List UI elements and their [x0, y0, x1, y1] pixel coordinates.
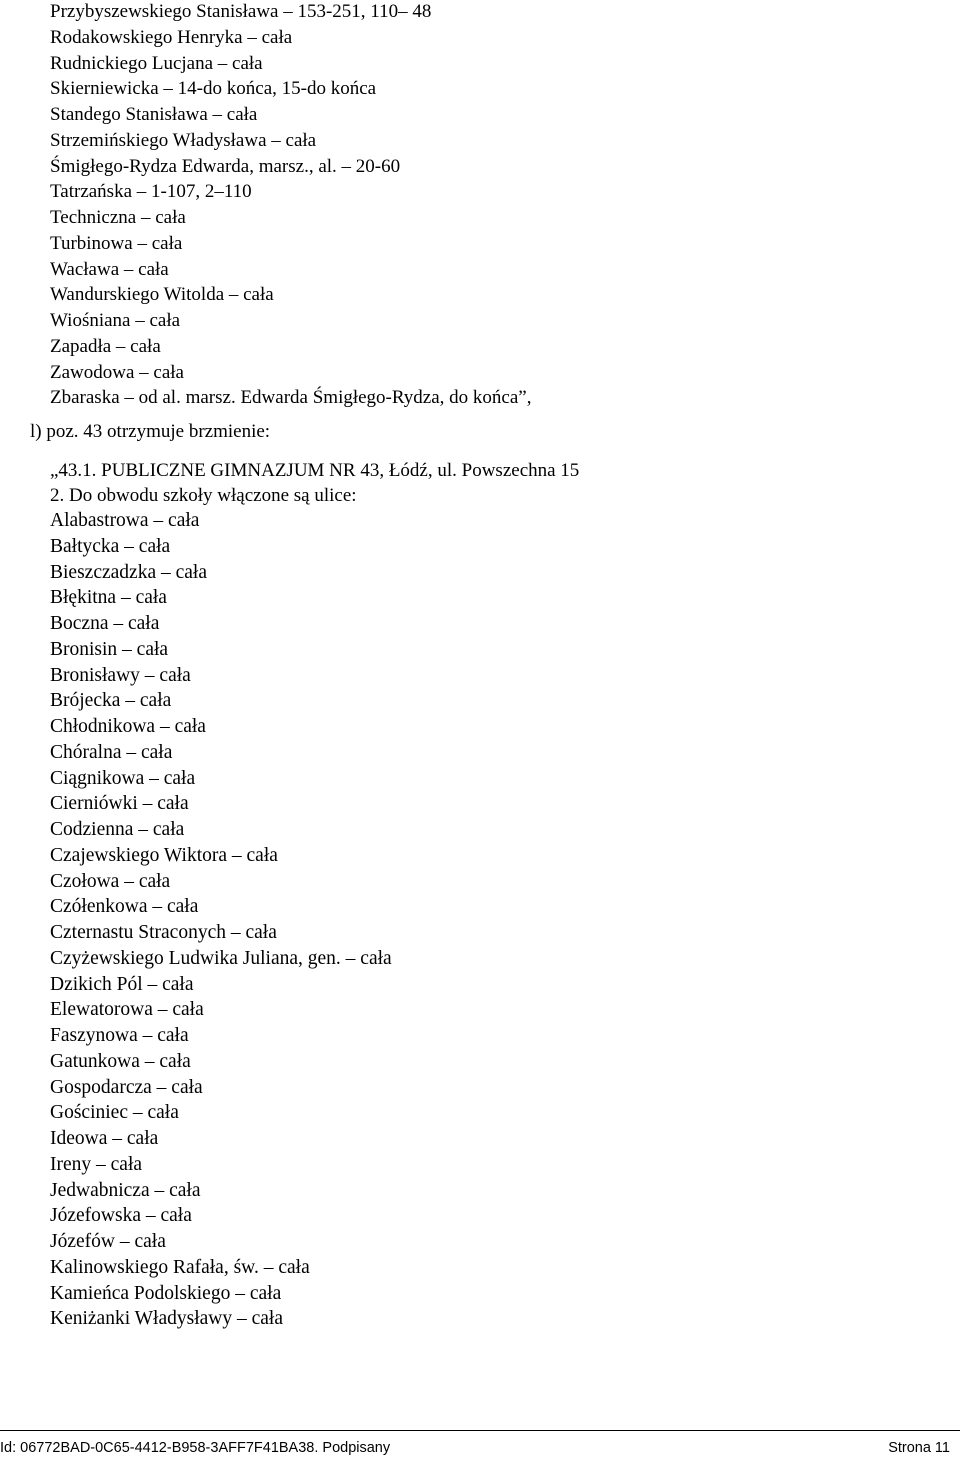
street-entry: Ciągnikowa – cała: [50, 767, 196, 789]
street-entry: Zapadła – cała: [50, 335, 161, 357]
document-id: Id: 06772BAD-0C65-4412-B958-3AFF7F41BA38. Podpisany: [0, 1440, 391, 1456]
street-entry: Rudnickiego Lucjana – cała: [50, 52, 263, 74]
street-entry: Keniżanki Władysławy – cała: [50, 1308, 284, 1330]
school-heading: „43.1. PUBLICZNE GIMNAZJUM NR 43, Łódź, ul. Powszechna 15: [50, 460, 580, 481]
street-list-top: [50, 0, 531, 411]
street-entry: Czajewskiego Wiktora – cała: [50, 844, 278, 866]
street-entry: Józefowska – cała: [50, 1205, 192, 1227]
street-entry: Gatunkowa – cała: [50, 1050, 191, 1072]
street-entry: Standego Stanisława – cała: [50, 104, 258, 125]
school-district-intro: 2. Do obwodu szkoły włączone są ulice:: [50, 485, 357, 506]
street-entry: Dzikich Pól – cała: [50, 973, 194, 995]
street-entry: Ideowa – cała: [50, 1128, 159, 1149]
street-entry: Faszynowa – cała: [50, 1025, 189, 1046]
street-entry: Turbinowa – cała: [50, 232, 183, 254]
street-entry: Strzemińskiego Władysława – cała: [50, 129, 317, 151]
street-entry: Wacława – cała: [50, 258, 169, 280]
street-entry: Bałtycka – cała: [50, 535, 171, 557]
street-entry: Brójecka – cała: [50, 690, 172, 712]
street-entry: Wiośniana – cała: [50, 310, 181, 331]
street-entry: Józefów – cała: [50, 1231, 166, 1252]
paragraph-l: l) poz. 43 otrzymuje brzmienie:: [30, 421, 271, 442]
street-entry: Gościniec – cała: [50, 1102, 179, 1124]
street-entry: Alabastrowa – cała: [50, 510, 200, 531]
street-entry: Błękitna – cała: [50, 587, 167, 609]
street-entry: Kamieńca Podolskiego – cała: [50, 1282, 282, 1304]
street-entry: Zawodowa – cała: [50, 361, 184, 383]
footer-divider: [0, 1430, 960, 1431]
street-entry: Śmigłego-Rydza Edwarda, marsz., al. – 20-60: [50, 155, 401, 177]
street-entry: Jedwabnicza – cała: [50, 1179, 201, 1201]
street-entry: Elewatorowa – cała: [50, 999, 204, 1021]
street-entry: Techniczna – cała: [50, 207, 186, 228]
page-footer: [0, 1437, 960, 1459]
street-entry: Boczna – cała: [50, 613, 160, 634]
street-entry: Bronisławy – cała: [50, 664, 191, 686]
street-entry: Rodakowskiego Henryka – cała: [50, 26, 293, 48]
street-entry: Wandurskiego Witolda – cała: [50, 284, 274, 306]
street-entry: Przybyszewskiego Stanisława – 153-251, 110– 48: [50, 1, 432, 22]
street-list-school: [50, 508, 392, 1332]
street-entry: Czternastu Straconych – cała: [50, 922, 277, 943]
street-entry: Bronisin – cała: [50, 638, 169, 660]
street-entry: Kalinowskiego Rafała, św. – cała: [50, 1256, 310, 1278]
street-entry: Chóralna – cała: [50, 741, 173, 763]
street-entry: Chłodnikowa – cała: [50, 716, 206, 737]
street-entry: Bieszczadzka – cała: [50, 561, 207, 583]
street-entry: Skierniewicka – 14-do końca, 15-do końca: [50, 78, 377, 100]
street-entry: Czyżewskiego Ludwika Juliana, gen. – cała: [50, 947, 392, 969]
street-entry: Zbaraska – od al. marsz. Edwarda Śmigłego-Rydza, do końca”,: [50, 387, 532, 409]
street-entry: Gospodarcza – cała: [50, 1076, 203, 1098]
street-entry: Tatrzańska – 1-107, 2–110: [50, 181, 252, 203]
street-entry: Czołowa – cała: [50, 870, 171, 892]
street-entry: Cierniówki – cała: [50, 793, 189, 815]
street-entry: Czółenkowa – cała: [50, 896, 199, 918]
street-entry: Ireny – cała: [50, 1153, 143, 1175]
street-entry: Codzienna – cała: [50, 819, 185, 840]
page-number: Strona 11: [888, 1440, 950, 1456]
